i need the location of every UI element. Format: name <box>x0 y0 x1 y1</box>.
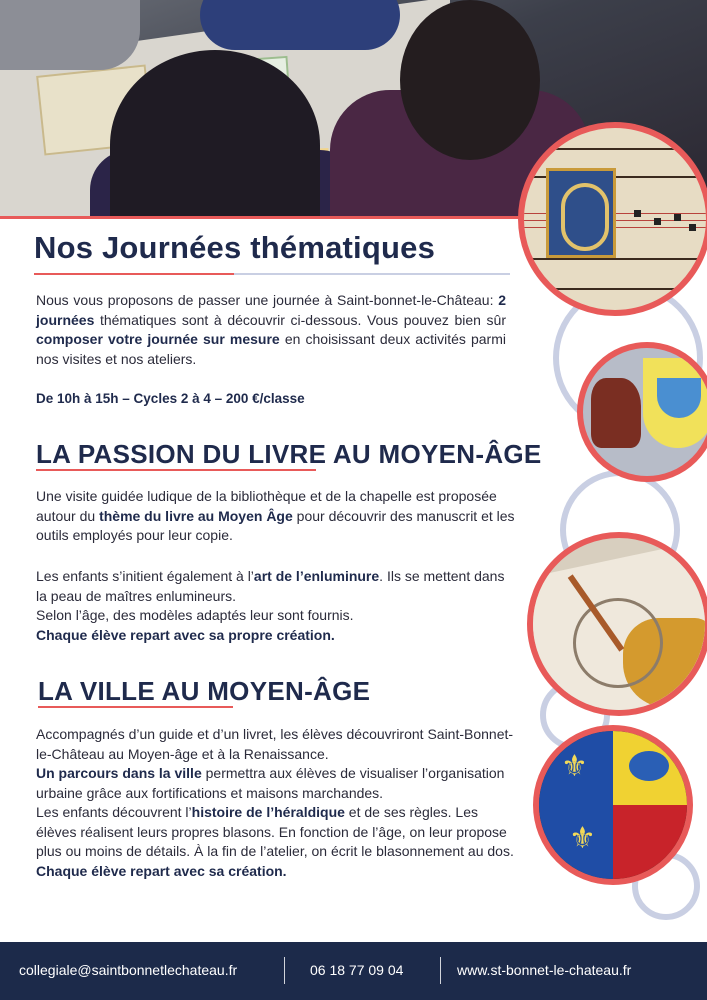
lion-icon <box>591 378 641 448</box>
footer-phone-link[interactable]: 06 18 77 09 04 <box>310 962 404 978</box>
page-title: Nos Journées thématiques <box>34 230 436 265</box>
footer-bar <box>0 942 707 1000</box>
illumination-painting-photo <box>527 532 707 716</box>
section2-paragraph: Accompagnés d’un guide et d’un livret, les élèves découvriront Saint-Bonnet-le-Château au Moyen-âge et à la Renaissance. Un parcours dans la ville permettra aux élèves de visualiser l’organisation urbaine grâce aux fortifications et maisons marchandes. Les enfants découvrent l’histoire de l’héraldique et de ses règles. Les élèves réalisent leurs propres blasons. En fonction de l’âge, on leur propose plus ou moins de détails. À la fin de l’atelier, on écrit le blasonnement au dos. Chaque élève repart avec sa création. <box>36 726 514 879</box>
manuscript-text-line <box>524 288 706 290</box>
dolphin-icon <box>629 751 669 781</box>
section-heading-ville: LA VILLE AU MOYEN-ÂGE <box>38 676 371 706</box>
section-heading-livre: LA PASSION DU LIVRE AU MOYEN-ÂGE <box>36 439 542 469</box>
manuscript-photo <box>518 122 707 316</box>
hero-child <box>0 0 140 70</box>
intro-paragraph: Nous vous proposons de passer une journée à Saint-bonnet-le-Château: 2 journées thématiques sont à découvrir ci-dessous. Vous pouvez bien sûr composer votre journée sur mesure en choisissant deux activités parmi nos visites et nos ateliers. <box>36 292 506 367</box>
shield-drawing-photo <box>577 342 707 482</box>
footer-separator <box>284 957 285 984</box>
fleur-de-lis-icon: ⚜ <box>569 821 596 856</box>
manuscript-text-line <box>524 258 706 260</box>
illuminated-letter <box>546 168 616 258</box>
music-note-icon <box>674 214 681 221</box>
title-underline <box>34 273 510 275</box>
hero-child <box>200 0 400 50</box>
coat-quarter <box>613 805 687 879</box>
music-note-icon <box>654 218 661 225</box>
section-underline <box>36 469 316 471</box>
music-note-icon <box>634 210 641 217</box>
section-underline <box>38 706 233 708</box>
footer-website-link[interactable]: www.st-bonnet-le-chateau.fr <box>457 962 632 978</box>
hero-child <box>400 0 540 160</box>
fleur-de-lis-icon: ⚜ <box>561 749 588 784</box>
footer-separator <box>440 957 441 984</box>
coat-of-arms-photo <box>533 725 693 885</box>
manuscript-text-line <box>524 148 706 150</box>
music-note-icon <box>689 224 696 231</box>
section1-paragraph1: Une visite guidée ludique de la bibliothèque et de la chapelle est proposée autour du thème du livre au Moyen Âge pour découvrir des manuscrit et les outils employés pour leur copie. <box>36 488 515 543</box>
schedule-price-info: De 10h à 15h – Cycles 2 à 4 – 200 €/classe <box>36 391 305 406</box>
section1-paragraph2: Les enfants s’initient également à l’art de l’enluminure. Ils se mettent dans la peau de maîtres enlumineurs. Selon l’âge, des modèles adaptés leur sont fournis. Chaque élève repart avec sa propre création. <box>36 568 505 643</box>
footer-email-link[interactable]: collegiale@saintbonnetlechateau.fr <box>19 962 238 978</box>
